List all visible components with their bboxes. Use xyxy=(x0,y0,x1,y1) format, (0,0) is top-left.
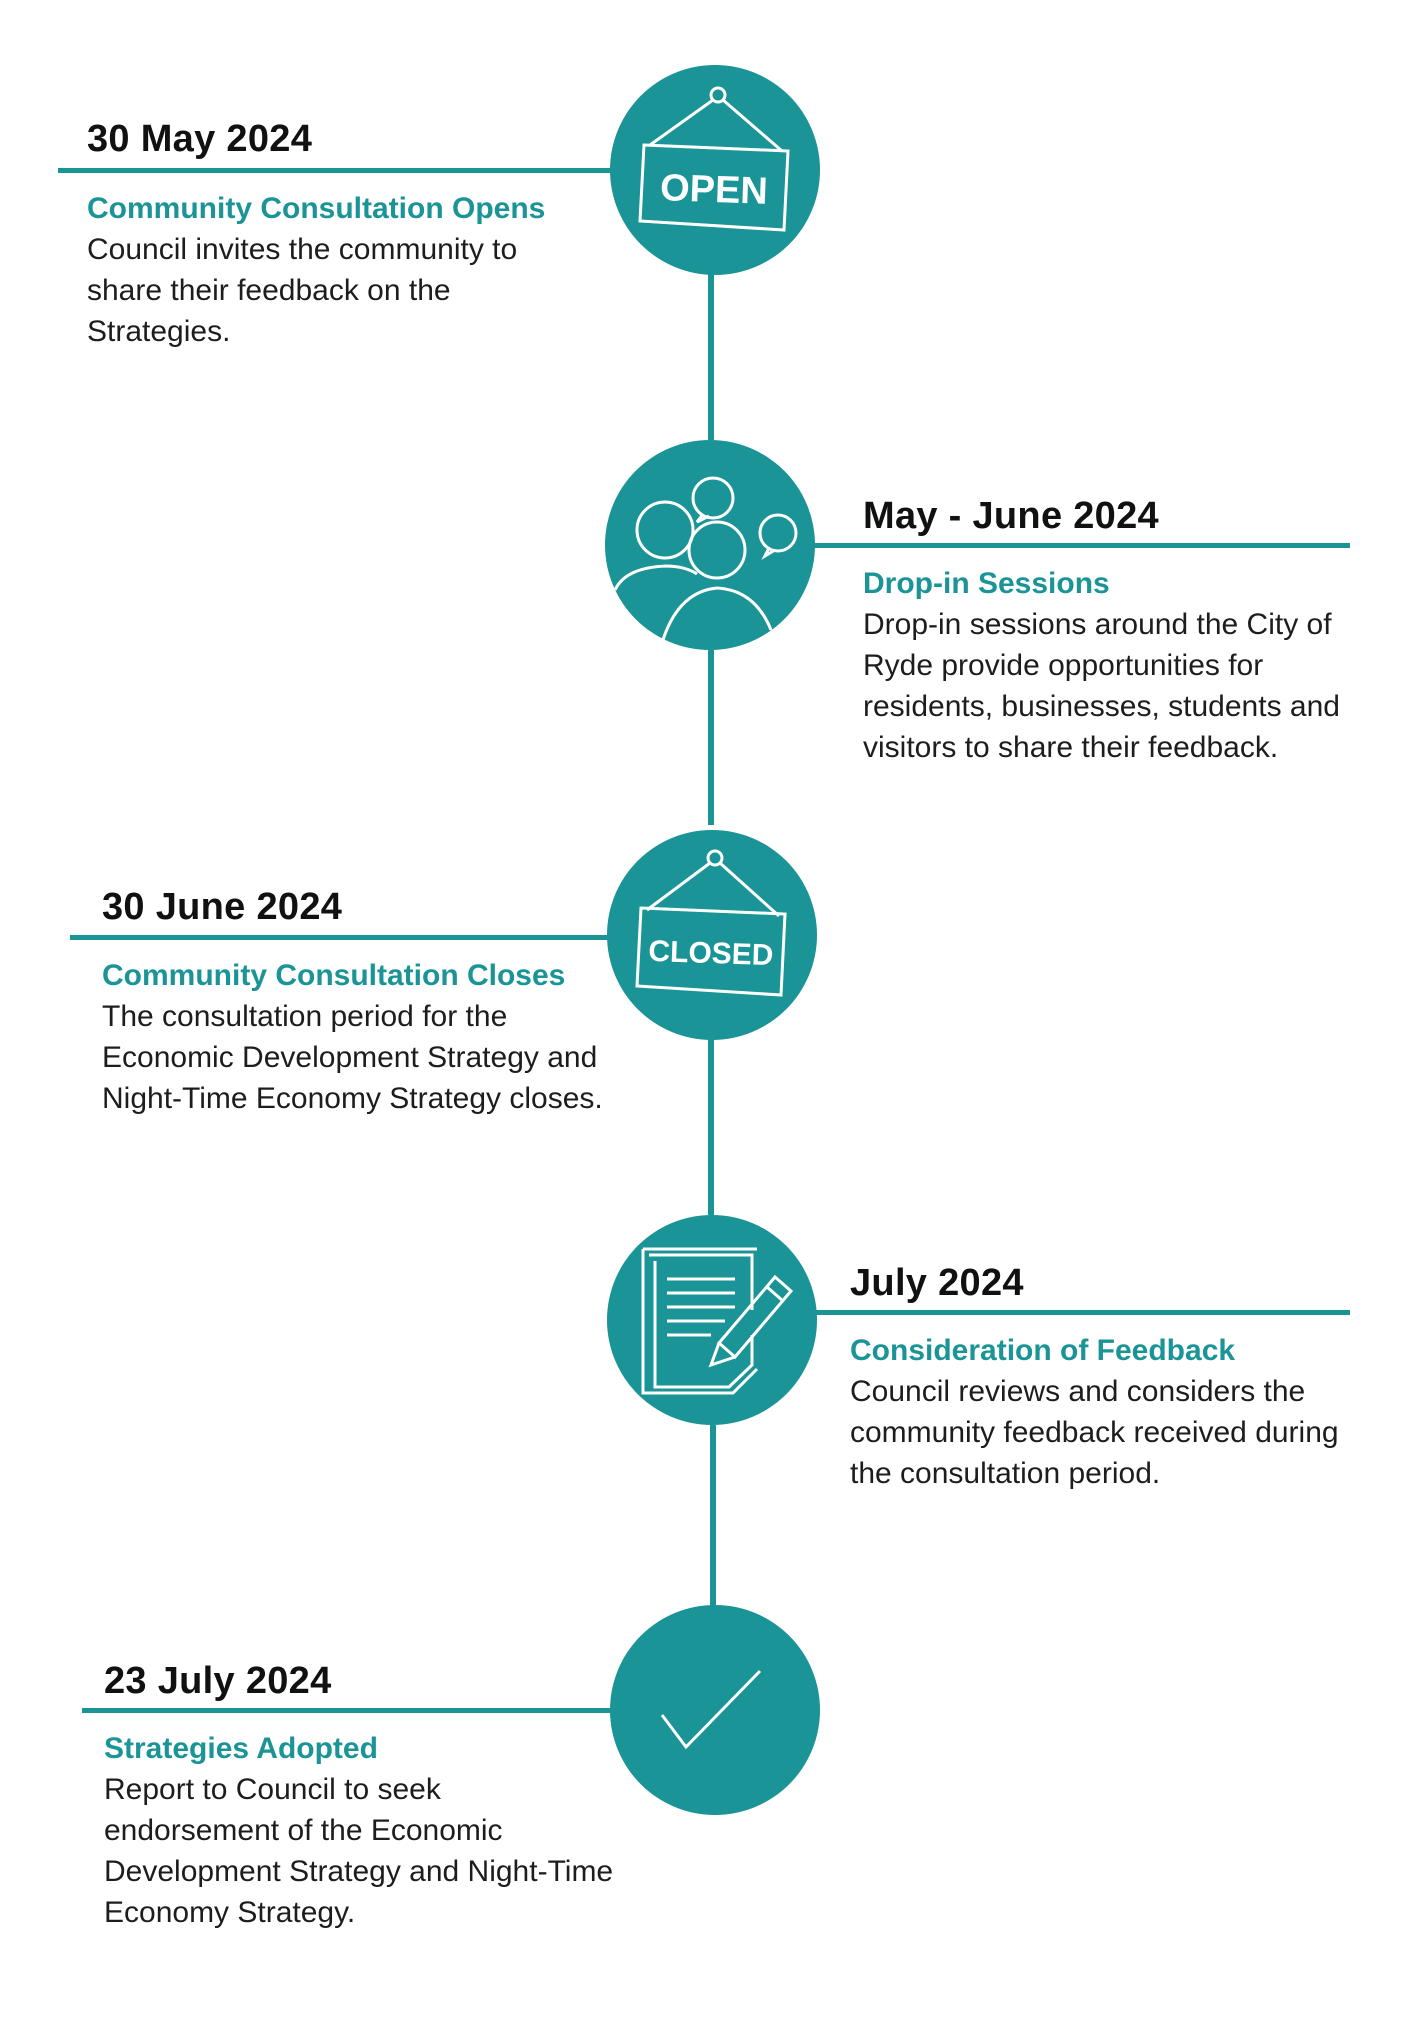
document-pen-icon xyxy=(607,1215,817,1425)
event-date: 23 July 2024 xyxy=(104,1660,332,1702)
event-date: 30 June 2024 xyxy=(102,886,343,928)
event-body xyxy=(863,563,1363,768)
event-date: 30 May 2024 xyxy=(87,118,313,160)
event-description: Drop-in sessions around the City of Ryde provide opportunities for residents, businesses, students and visitors to share their feedback. xyxy=(863,608,1340,764)
timeline-spine xyxy=(708,1035,714,1215)
event-description: Council invites the community to share their feedback on the Strategies. xyxy=(87,233,518,348)
closed-sign-icon xyxy=(607,830,817,1040)
event-title: Consideration of Feedback xyxy=(850,1334,1236,1367)
connector-line xyxy=(82,1708,622,1713)
event-icon-circle xyxy=(610,1605,820,1815)
event-body xyxy=(87,188,607,352)
svg-text:OPEN: OPEN xyxy=(659,167,769,213)
event-body xyxy=(102,955,632,1119)
event-description: The consultation period for the Economic Development Strategy and Night-Time Economy Strategy closes. xyxy=(102,1000,603,1115)
timeline-spine xyxy=(708,650,714,825)
event-icon-circle xyxy=(607,830,817,1040)
checkmark-icon xyxy=(610,1605,820,1815)
event-title: Strategies Adopted xyxy=(104,1732,378,1765)
connector-line xyxy=(808,1310,1350,1315)
event-icon-circle xyxy=(607,1215,817,1425)
event-icon-circle xyxy=(610,65,820,275)
people-chat-icon xyxy=(605,440,815,650)
event-body xyxy=(850,1330,1360,1494)
event-body xyxy=(104,1728,624,1933)
connector-line xyxy=(805,543,1350,548)
timeline-spine xyxy=(708,270,714,440)
event-title: Drop-in Sessions xyxy=(863,567,1110,600)
event-description: Council reviews and considers the community feedback received during the consultation period. xyxy=(850,1375,1339,1490)
event-title: Community Consultation Closes xyxy=(102,959,566,992)
event-description: Report to Council to seek endorsement of the Economic Development Strategy and Night-Time Economy Strategy. xyxy=(104,1773,614,1929)
open-sign-icon xyxy=(610,65,820,275)
event-title: Community Consultation Opens xyxy=(87,192,546,225)
timeline-spine xyxy=(710,1425,716,1610)
connector-line xyxy=(70,935,615,940)
event-icon-circle xyxy=(605,440,815,650)
svg-text:CLOSED: CLOSED xyxy=(647,934,774,973)
event-date: July 2024 xyxy=(850,1262,1024,1304)
connector-line xyxy=(58,168,618,173)
event-date: May - June 2024 xyxy=(863,495,1159,537)
